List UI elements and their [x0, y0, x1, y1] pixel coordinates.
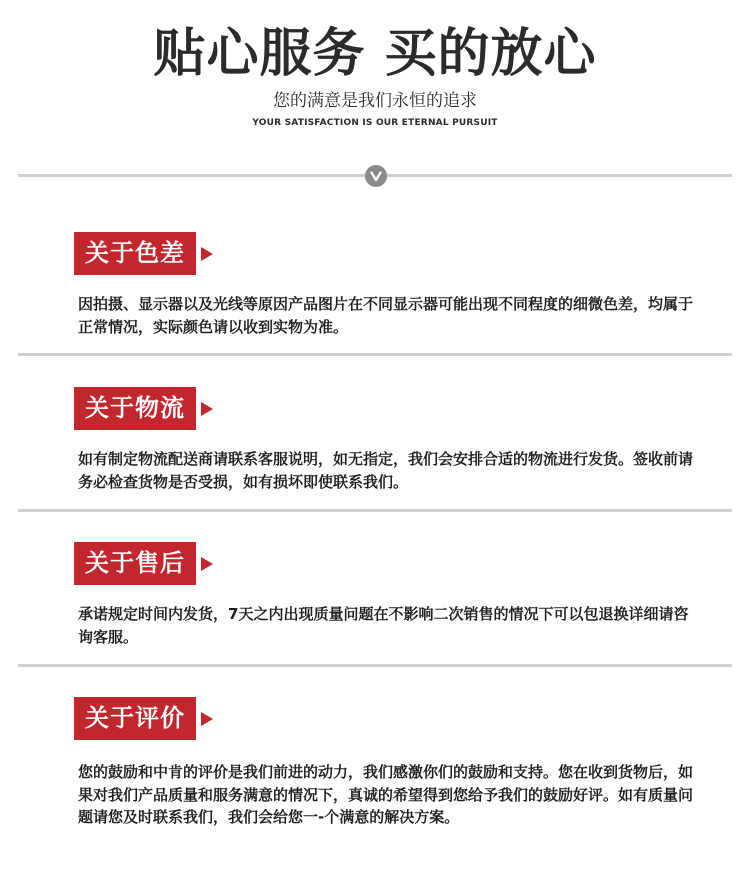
triangle-right-icon [201, 712, 213, 726]
section-tag-logistics [74, 387, 196, 430]
page-subtitle-english: YOUR SATISFACTION IS OUR ETERNAL PURSUIT [252, 118, 498, 128]
section-tag-color-difference [74, 232, 196, 275]
section-text-after-sales: 承诺规定时间内发货，7天之内出现质量问题在不影响二次销售的情况下可以包退换详细请咨询客服。 [78, 605, 689, 646]
section-tag-label: 关于色差 [85, 239, 185, 267]
section-tag-label: 关于评价 [85, 704, 185, 732]
section-tag-label: 关于售后 [85, 549, 185, 577]
section-tag-reviews [74, 697, 196, 740]
page-title: 贴心服务 买的放心 [153, 24, 597, 84]
section-text-color-difference: 因拍摄、显示器以及光线等原因产品图片在不同显示器可能出现不同程度的细微色差，均属于正常情况，实际颜色请以收到实物为准。 [78, 295, 694, 336]
triangle-right-icon [201, 557, 213, 571]
section-tag-after-sales [74, 542, 196, 585]
section-tag-label: 关于物流 [85, 394, 185, 422]
section-divider [18, 353, 732, 356]
page-subtitle: 您的满意是我们永恒的追求 [273, 91, 477, 111]
section-divider [18, 664, 732, 667]
triangle-right-icon [201, 402, 213, 416]
section-text-reviews: 您的鼓励和中肯的评价是我们前进的动力，我们感激你们的鼓励和支持。您在收到货物后，如果对我们产品质量和服务满意的情况下，真诚的希望得到您给予我们的鼓励好评。如有质量问题请您及时联系我们，我们会给您一-个满意的解决方案。 [78, 763, 694, 826]
chevron-down-icon [365, 165, 387, 187]
section-divider [18, 509, 732, 512]
section-text-logistics: 如有制定物流配送商请联系客服说明，如无指定，我们会安排合适的物流进行发货。签收前请务必检查货物是否受损，如有损坏即使联系我们。 [78, 450, 694, 491]
triangle-right-icon [201, 247, 213, 261]
